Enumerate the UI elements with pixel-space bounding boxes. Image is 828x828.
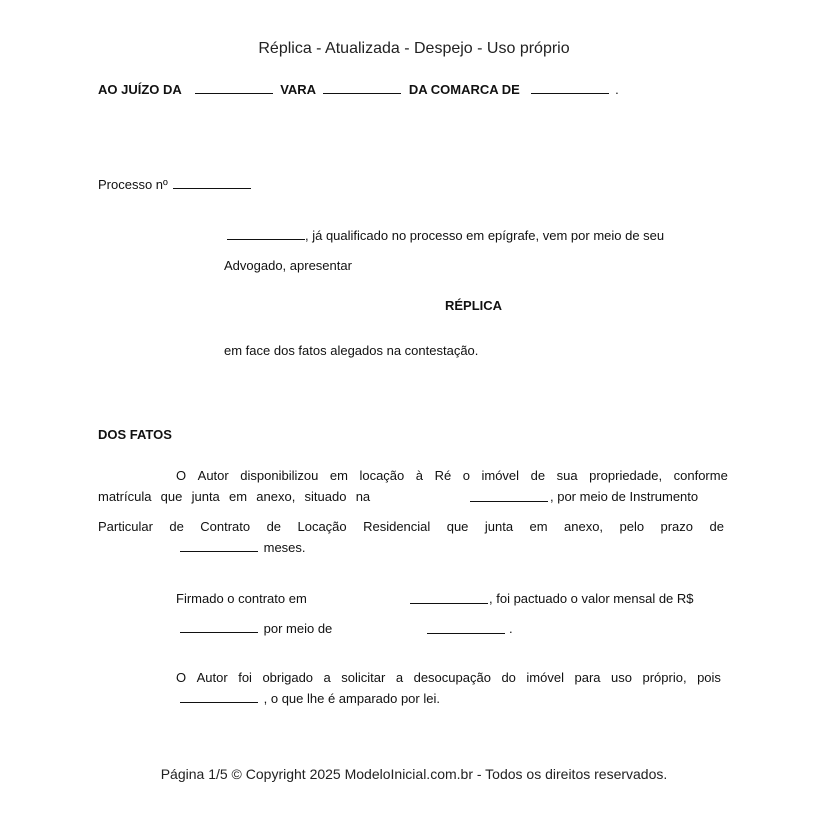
p1-l3-word: pelo	[619, 519, 645, 534]
p1-l1-word: locação	[359, 468, 405, 483]
fatos-p1-line-2	[98, 489, 728, 504]
processo-line	[98, 177, 251, 192]
p1-l3-word: Contrato	[200, 519, 251, 534]
court-header-part2: VARA	[280, 82, 316, 97]
document-title: Réplica - Atualizada - Despejo - Uso próprio	[258, 40, 570, 57]
p2-l2-text: por meio de	[263, 621, 333, 636]
reason-blank	[180, 692, 258, 703]
p3-l1-word: do	[501, 670, 516, 685]
p1-l3-word: junta	[484, 519, 514, 534]
p1-l1-word: disponibilizou	[240, 468, 319, 483]
p1-l3-word: anexo,	[564, 519, 604, 534]
p3-l1-word: pois	[697, 670, 721, 685]
p3-l1-word: uso	[611, 670, 632, 685]
location-blank	[470, 491, 548, 502]
comarca-blank	[531, 83, 609, 94]
fatos-p1-line-1	[176, 468, 728, 483]
p3-l1-word: para	[574, 670, 601, 685]
p1-l3-word: que	[446, 519, 469, 534]
p1-l1-word: conforme	[673, 468, 728, 483]
p1-l1-word: sua	[556, 468, 578, 483]
p1-l1-word: em	[329, 468, 348, 483]
vara-number-blank	[323, 83, 401, 94]
page-footer: Página 1/5 © Copyright 2025 ModeloInicial.com.br - Todos os direitos reservados.	[160, 766, 668, 782]
p1-l3-word: Locação	[297, 519, 347, 534]
p1-l1-word: à	[415, 468, 424, 483]
court-header-part3: DA COMARCA DE	[408, 82, 520, 97]
fatos-p2-line-1	[176, 591, 728, 606]
meses-text: meses.	[263, 540, 306, 555]
payment-method-blank	[427, 623, 505, 634]
p1-l1-word: o	[462, 468, 470, 483]
rent-value-blank	[180, 622, 258, 633]
p1-l3-word: prazo	[660, 519, 694, 534]
p3-l1-word: obrigado	[262, 670, 314, 685]
p1-l2-text: matrícula que junta em anexo, situado na	[98, 489, 371, 504]
p1-l3-word: em	[529, 519, 548, 534]
p1-l3-word: Particular	[98, 519, 153, 534]
processo-label: Processo nº	[98, 177, 168, 192]
p3-l1-word: a	[323, 670, 331, 685]
replica-heading: RÉPLICA	[445, 298, 503, 313]
p3-l2-text: , o que lhe é amparado por lei.	[263, 691, 440, 706]
p2-l1-text: Firmado o contrato em	[176, 591, 307, 606]
p3-l1-word: a	[395, 670, 404, 685]
p2-l1-text-b: , foi pactuado o valor mensal de R$	[489, 591, 694, 606]
p2-l2-end: .	[509, 621, 513, 636]
court-header	[98, 82, 619, 97]
p3-l1-word: imóvel	[526, 670, 564, 685]
p3-l1-word: foi	[238, 670, 252, 685]
intro-text-1: , já qualificado no processo em epígrafe, vem por meio de seu	[305, 228, 665, 243]
p3-l1-word: O	[176, 670, 187, 685]
fatos-p3-line-2	[180, 691, 440, 706]
p1-l1-word: Autor	[197, 468, 229, 483]
vara-blank	[195, 83, 273, 94]
court-header-part1: AO JUÍZO DA	[98, 82, 182, 97]
p1-l1-word: Ré	[434, 468, 452, 483]
p1-l3-word: de	[169, 519, 184, 534]
p1-l1-word: propriedade,	[589, 468, 663, 483]
fatos-p2-line-2	[180, 621, 728, 636]
p3-l1-word: desocupação	[413, 670, 491, 685]
p1-l1-word: de	[530, 468, 546, 483]
dos-fatos-heading: DOS FATOS	[98, 427, 172, 442]
prazo-blank	[180, 541, 258, 552]
p3-l1-word: Autor	[196, 670, 228, 685]
p1-l1-word: imóvel	[481, 468, 520, 483]
p3-l1-word: solicitar	[341, 670, 386, 685]
p1-l3-word: de	[709, 519, 724, 534]
p1-l2-text-b: , por meio de Instrumento	[550, 489, 699, 504]
p1-l3-word: Residencial	[363, 519, 431, 534]
p1-l1-word: O	[176, 468, 187, 483]
party-name-blank	[227, 229, 305, 240]
intro-line-1	[227, 228, 728, 243]
fatos-p3-line-1	[176, 670, 721, 685]
face-text: em face dos fatos alegados na contestação.	[224, 343, 479, 358]
p3-l1-word: próprio,	[642, 670, 687, 685]
p1-l3-word: de	[266, 519, 282, 534]
court-header-end: .	[615, 82, 619, 97]
contract-date-blank	[410, 593, 488, 604]
processo-blank	[173, 178, 251, 189]
intro-line-2: Advogado, apresentar	[224, 258, 352, 273]
fatos-p1-line-3	[98, 519, 724, 534]
fatos-p1-line-4	[180, 540, 306, 555]
